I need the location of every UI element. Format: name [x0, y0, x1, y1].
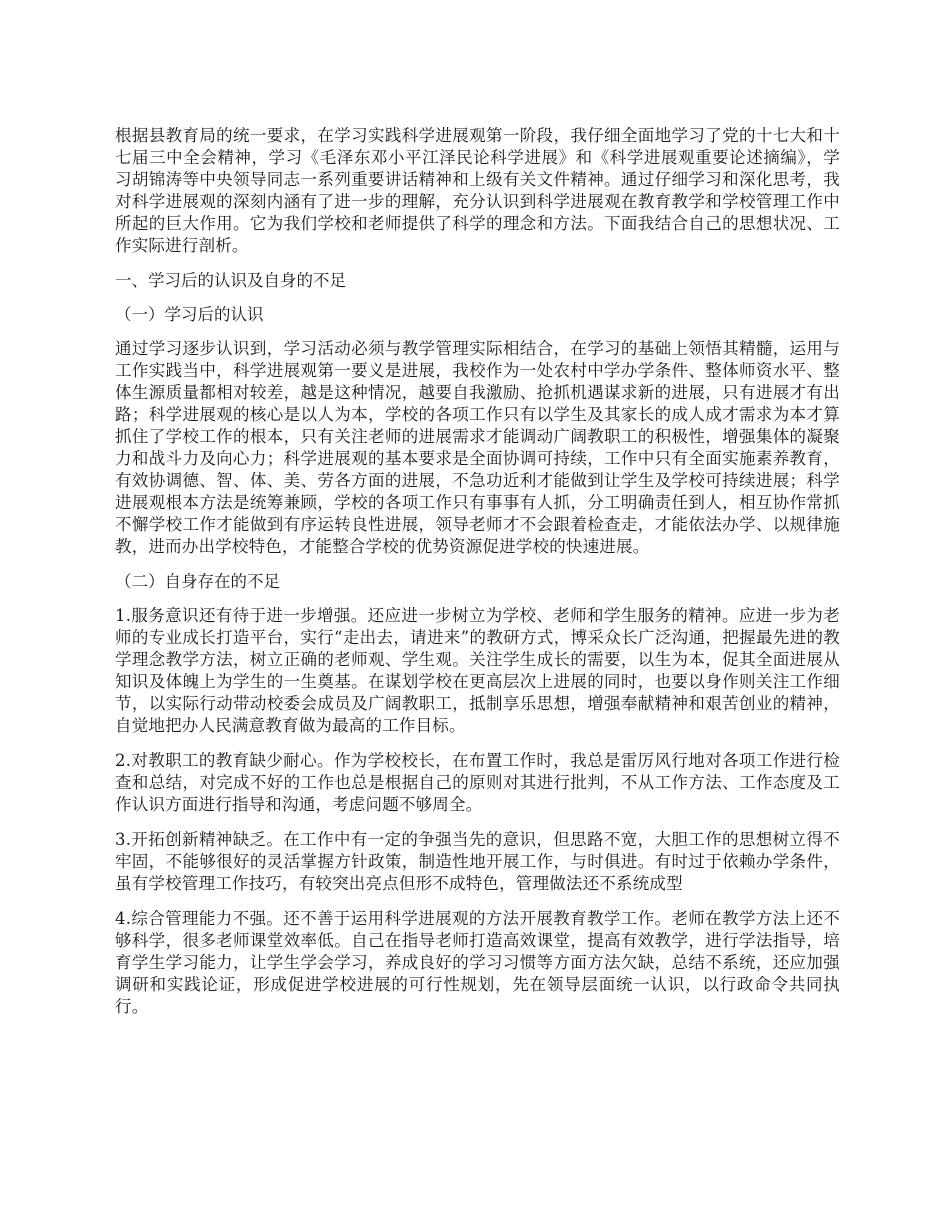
understanding-paragraph: 通过学习逐步认识到，学习活动必须与教学管理实际相结合，在学习的基础上领悟其精髓，运用与工作实践当中，科学进展观第一要义是进展，我校作为一处农村中学办学条件、整体师资水平、整体生源质量都相对较差，越是这种情况，越要自我激励、抢抓机遇谋求新的进展，只有进展才有出路；科学进展观的核心是以人为本，学校的各项工作只有以学生及其家长的成人成才需求为本才算抓住了学校工作的根本，只有关注老师的进展需求才能调动广阔教职工的积极性，增强集体的凝聚力和战斗力及向心力；科学进展观的基本要求是全面协调可持续，工作中只有全面实施素养教育，有效协调德、智、体、美、劳各方面的进展，不急功近利才能做到让学生及学校可持续进展；科学进展观根本方法是统筹兼顾，学校的各项工作只有事事有人抓，分工明确责任到人，相互协作常抓不懈学校工作才能做到有序运转良性进展，领导老师才不会跟着检查走，才能依法办学、以规律施教，进而办出学校特色，才能整合学校的优势资源促进学校的快速进展。 [115, 339, 840, 556]
shortcoming-item-1: 1.服务意识还有待于进一步增强。还应进一步树立为学校、老师和学生服务的精神。应进一步为老师的专业成长打造平台，实行“走出去，请进来”的教研方式，博采众长广泛沟通，把握最先进的教学理念教学方法，树立正确的老师观、学生观。关注学生成长的需要，以生为本，促其全面进展从知识及体魄上为学生的一生奠基。在谋划学校在更高层次上进展的同时，也要以身作则关注工作细节，以实际行动带动校委会成员及广阔教职工，抵制享乐思想，增强奉献精神和艰苦创业的精神，自觉地把办人民满意教育做为最高的工作目标。 [115, 606, 840, 735]
section-heading: 一、学习后的认识及自身的不足 [115, 271, 346, 290]
document-page [115, 125, 840, 1031]
intro-paragraph: 根据县教育局的统一要求，在学习实践科学进展观第一阶段，我仔细全面地学习了党的十七大和十七届三中全会精神，学习《毛泽东邓小平江泽民论科学进展》和《科学进展观重要论述摘编》，学习胡锦涛等中央领导同志一系列重要讲话精神和上级有关文件精神。通过仔细学习和深化思考，我对科学进展观的深刻内涵有了进一步的理解，充分认识到科学进展观在教育教学和学校管理工作中所起的巨大作用。它为我们学校和老师提供了科学的理念和方法。下面我结合自己的思想状况、工作实际进行剖析。 [115, 126, 840, 255]
shortcoming-item-2: 2.对教职工的教育缺少耐心。作为学校校长，在布置工作时，我总是雷厉风行地对各项工作进行检查和总结，对完成不好的工作也总是根据自己的原则对其进行批判，不从工作方法、工作态度及工作认识方面进行指导和沟通，考虑问题不够周全。 [115, 751, 840, 814]
subsection-heading-2: （二）自身存在的不足 [115, 572, 280, 591]
shortcoming-item-4: 4.综合管理能力不强。还不善于运用科学进展观的方法开展教育教学工作。老师在教学方法上还不够科学，很多老师课堂效率低。自己在指导老师打造高效课堂，提高有效教学，进行学法指导，培育学生学习能力，让学生学会学习，养成良好的学习习惯等方面方法欠缺，总结不系统，还应加强调研和实践论证，形成促进学校进展的可行性规划，先在领导层面统一认识，以行政命令共同执行。 [115, 909, 840, 1016]
shortcoming-item-3: 3.开拓创新精神缺乏。在工作中有一定的争强当先的意识，但思路不宽，大胆工作的思想树立得不牢固，不能够很好的灵活掌握方针政策，制造性地开展工作，与时俱进。有时过于依赖办学条件，虽有学校管理工作技巧，有较突出亮点但形不成特色，管理做法还不系统成型 [115, 830, 840, 893]
subsection-heading-1: （一）学习后的认识 [115, 305, 264, 324]
